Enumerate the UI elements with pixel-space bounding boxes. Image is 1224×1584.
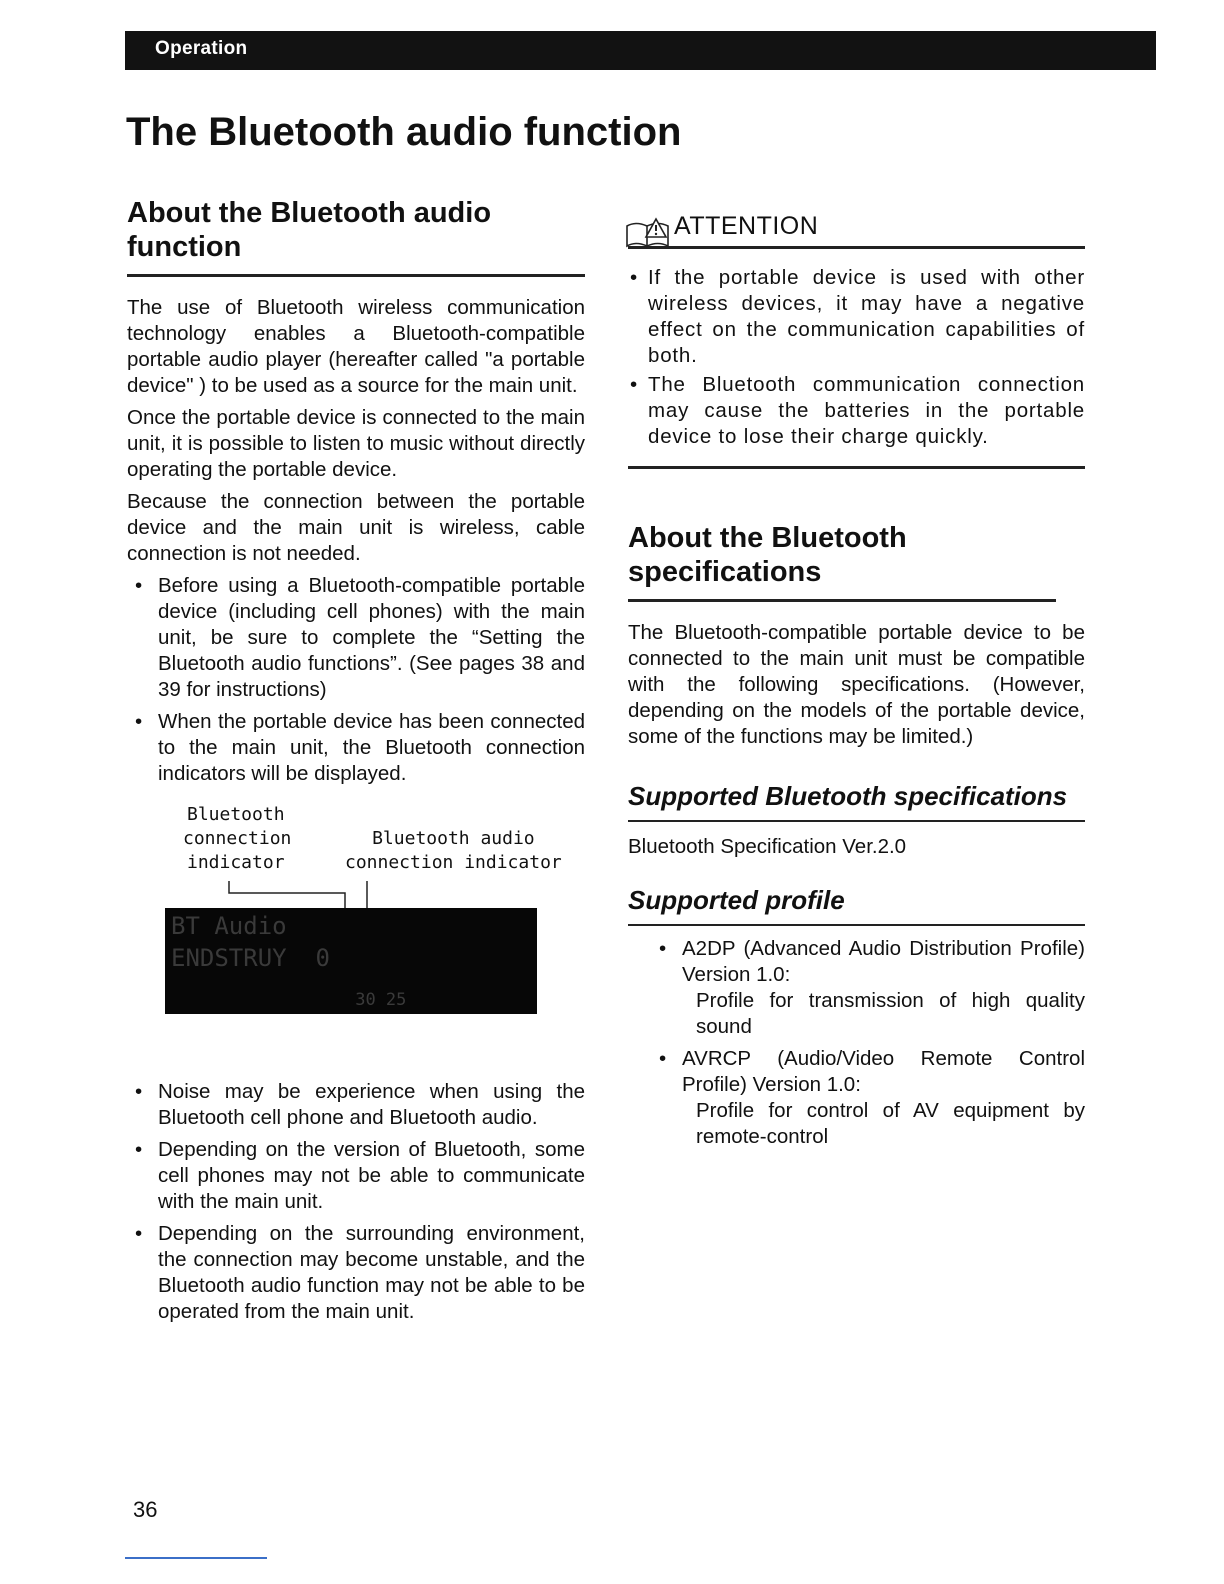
section-header-bar	[125, 31, 1156, 70]
profile-name: A2DP (Advanced Audio Distribution Profile) Version 1.0:	[682, 937, 1085, 986]
page-number: 36	[133, 1497, 158, 1522]
bullet-icon: •	[630, 373, 638, 396]
bullet-icon: •	[630, 266, 638, 289]
section-rule	[127, 274, 585, 277]
list-item: • Depending on the surrounding environment, the connection may become unstable, and the Bluetooth audio function may not be able to be operated from the main unit.	[135, 1222, 585, 1323]
intro-paragraph-3: Because the connection between the portable device and the main unit is wireless, cable connection is not needed.	[127, 490, 585, 565]
section-title-about-audio: About the Bluetooth audio function	[127, 197, 492, 263]
intro-paragraph-1: The use of Bluetooth wireless communication technology enables a Bluetooth-compatible portable audio player (hereafter called "a portable device" ) to be used as a source for the main unit.	[127, 296, 585, 397]
list-item: • Before using a Bluetooth-compatible portable device (including cell phones) with the main unit, be sure to complete the “Setting the Bluetooth audio functions”. (See pages 38 and 39 for instructions)	[135, 574, 585, 701]
list-item	[651, 1046, 1085, 1150]
bullet-icon: •	[135, 1080, 143, 1103]
attention-list	[628, 265, 1085, 450]
section-label: Operation	[155, 38, 248, 59]
list-item: • When the portable device has been connected to the main unit, the Bluetooth connection indicators will be displayed.	[135, 710, 585, 785]
section-title-specifications: About the Bluetooth specifications	[628, 522, 907, 588]
profile-name: AVRCP (Audio/Video Remote Control Profile) Version 1.0:	[682, 1047, 1085, 1096]
section-rule	[628, 599, 1056, 602]
display-line-3: 30 25	[171, 990, 407, 1010]
spec-value: Bluetooth Specification Ver.2.0	[628, 835, 907, 858]
bullet-icon: •	[135, 1138, 143, 1161]
right-column	[628, 206, 1085, 1156]
display-screenshot	[165, 908, 537, 1014]
list-item: • If the portable device is used with other wireless devices, it may have a negative effect on the communication capabilities of both.	[630, 266, 1085, 367]
profile-heading: Supported profile	[628, 884, 1085, 926]
label-audio-indicator: Bluetooth audio connection indicator	[345, 828, 562, 873]
profile-description: Profile for transmission of high quality sound	[696, 989, 1085, 1038]
list-item: • Noise may be experience when using the Bluetooth cell phone and Bluetooth audio.	[135, 1080, 585, 1129]
usage-notes-list	[127, 573, 585, 787]
attention-label: ATTENTION	[674, 212, 819, 240]
list-item	[651, 936, 1085, 1040]
page-title: The Bluetooth audio function	[126, 110, 682, 154]
bullet-icon: •	[659, 1047, 667, 1070]
bullet-icon: •	[135, 574, 143, 597]
list-item: • Depending on the version of Bluetooth, some cell phones may not be able to communicate with the main unit.	[135, 1138, 585, 1213]
list-item: • The Bluetooth communication connection may cause the batteries in the portable device to lose their charge quickly.	[630, 373, 1085, 448]
display-line-2: ENDSTRUY 0	[171, 944, 330, 972]
bullet-icon: •	[659, 937, 667, 960]
indicator-diagram	[127, 793, 585, 1069]
profile-list	[651, 936, 1085, 1150]
label-connection-indicator: Bluetooth connection indicator	[183, 804, 292, 873]
left-column	[127, 196, 585, 1331]
display-line-1: BT Audio	[171, 912, 287, 940]
specifications-intro: The Bluetooth-compatible portable device to be connected to the main unit must be compatible with the following specifications. (However, depending on the models of the portable device, some of the functions may be limited.)	[628, 621, 1085, 748]
profile-description: Profile for control of AV equipment by remote-control	[696, 1099, 1085, 1148]
spec-heading: Supported Bluetooth specifications	[628, 780, 1085, 822]
intro-paragraph-2: Once the portable device is connected to the main unit, it is possible to listen to music without directly operating the portable device.	[127, 406, 585, 481]
bullet-icon: •	[135, 1222, 143, 1245]
footer-rule	[125, 1557, 267, 1559]
attention-end-rule	[628, 466, 1085, 469]
attention-book-icon	[624, 216, 672, 252]
attention-header	[628, 206, 1085, 249]
bullet-icon: •	[135, 710, 143, 733]
limitations-list	[127, 1079, 585, 1325]
